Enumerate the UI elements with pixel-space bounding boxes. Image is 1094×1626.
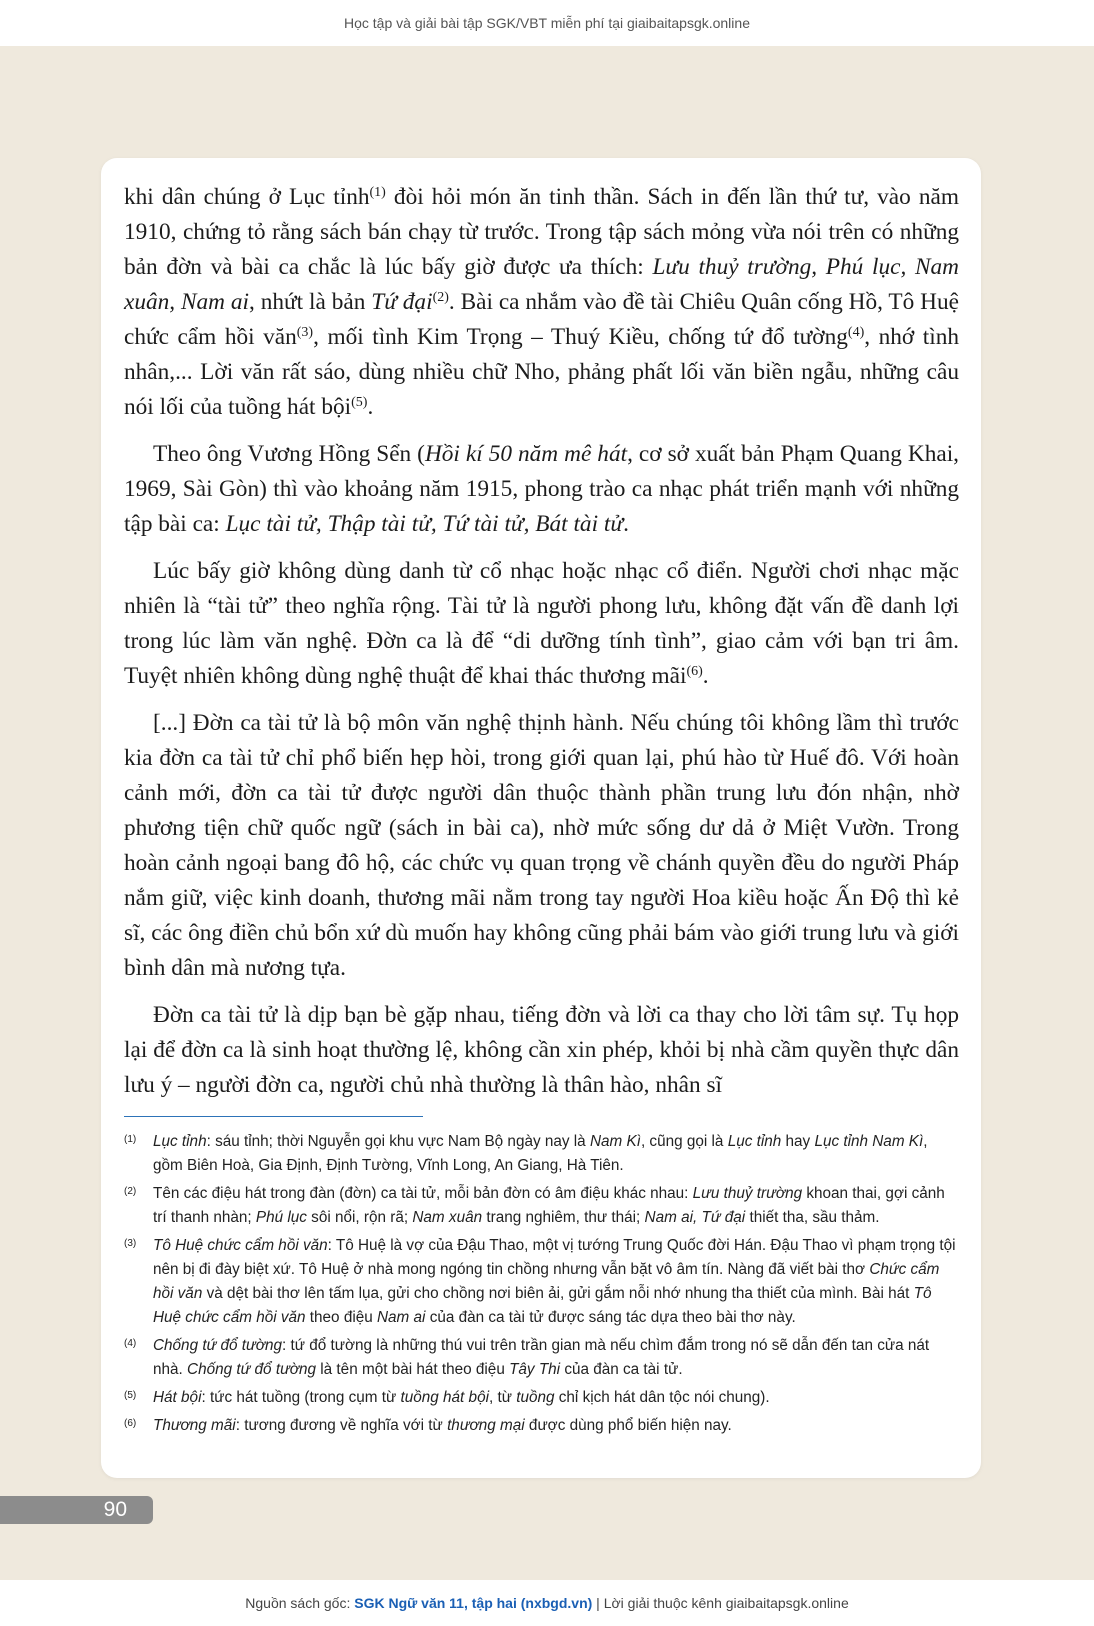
footnote-divider [124, 1116, 423, 1117]
footnote-text: Thương mãi: tương đương về nghĩa với từ thương mại được dùng phổ biến hiện nay. [153, 1417, 732, 1434]
text-run: Theo ông Vương Hồng Sển ( [153, 441, 425, 467]
italic-collection-titles: Lục tài tử, Thập tài tử, Tứ tài tử, Bát tài tử [225, 511, 624, 537]
footnote-ref-2[interactable]: (2) [432, 290, 449, 305]
footnote-text: Tên các điệu hát trong đàn (đờn) ca tài tử, mỗi bản đờn có âm điệu khác nhau: Lưu thuỷ trường khoan thai, gợi cảnh trí thanh nhàn; Phú lục sôi nổi, rộn rã; Nam xuân trang nghiêm, thư thái; Nam ai, Tứ đại thiết tha, sầu thảm. [153, 1185, 945, 1226]
italic-song-titles: Lưu thuỷ trường, Phú lục, Nam xuân, Nam ai [124, 254, 959, 315]
footnote-2 [124, 1182, 959, 1230]
footnote-text: Hát bội: tức hát tuồng (trong cụm từ tuồng hát bội, từ tuồng chỉ kịch hát dân tộc nói chung). [153, 1389, 770, 1406]
footnote-4 [124, 1334, 959, 1382]
footnote-text: Lục tỉnh: sáu tỉnh; thời Nguyễn gọi khu vực Nam Bộ ngày nay là Nam Kì, cũng gọi là Lục tỉnh hay Lục tỉnh Nam Kì, gồm Biên Hoà, Gia Định, Định Tường, Vĩnh Long, An Giang, Hà Tiên. [153, 1133, 928, 1174]
footnote-number: (3) [124, 1238, 137, 1249]
footnote-6 [124, 1414, 959, 1438]
footer-prefix: Nguồn sách gốc: [245, 1595, 355, 1611]
footnote-3 [124, 1234, 959, 1330]
footer-suffix: | Lời giải thuộc kênh giaibaitapsgk.online [592, 1595, 849, 1611]
footnote-ref-3[interactable]: (3) [296, 325, 314, 340]
top-banner [0, 0, 1094, 46]
paragraph-1 [124, 180, 959, 425]
footnote-number: (6) [124, 1418, 137, 1429]
page-number-tab [0, 1496, 153, 1524]
footnote-5 [124, 1386, 959, 1410]
footnote-number: (2) [124, 1186, 137, 1197]
text-run: . [702, 663, 709, 689]
footnote-text: Tô Huệ chức cẩm hồi văn: Tô Huệ là vợ của Đậu Thao, một vị tướng Trung Quốc đời Hán. Đậu Thao vì phạm trọng tội nên bị đi đày biệt xứ. Tô Huệ ở nhà mong ngóng tin chồng nhưng vẫn bặt vô âm tín. Nàng đã viết bài thơ Chức cẩm hồi văn và dệt bài thơ lên tấm lụa, gửi cho chồng nơi biên ải, gửi gắm nỗi nhớ nhung tha thiết của mình. Bài hát Tô Huệ chức cẩm hồi văn theo điệu Nam ai của đàn ca tài tử được sáng tác dựa theo bài thơ này. [153, 1237, 956, 1326]
text-run: , mối tình Kim Trọng – Thuý Kiều, chống tứ đổ tường [313, 324, 848, 350]
italic-song-title: Tứ đại [371, 289, 433, 315]
text-run: . [623, 511, 629, 537]
text-run: . Bài ca nhắm vào đề tài Chiêu Quân cống Hồ, Tô Huệ chức cẩm hồi văn [124, 289, 959, 350]
paragraph-2 [124, 437, 959, 542]
footnote-ref-1[interactable]: (1) [369, 185, 386, 200]
italic-book-title: Hồi kí 50 năm mê hát [424, 441, 628, 467]
text-run: khi dân chúng ở Lục tỉnh [124, 184, 370, 210]
footnote-ref-5[interactable]: (5) [351, 395, 368, 410]
footnote-ref-4[interactable]: (4) [847, 325, 865, 340]
text-run: , nhớ tình nhân,... Lời văn rất sáo, dùng nhiều chữ Nho, phảng phất lối văn biền ngẫu, những câu nói lối của tuồng hát bội [124, 324, 959, 420]
text-run: . [367, 394, 374, 420]
footnote-1 [124, 1130, 959, 1178]
text-run: , cơ sở xuất bản Phạm Quang Khai, 1969, Sài Gòn) thì vào khoảng năm 1915, phong trào ca nhạc phát triển mạnh với những tập bài ca: [124, 441, 959, 537]
footnote-ref-6[interactable]: (6) [686, 664, 703, 679]
text-run: Lúc bấy giờ không dùng danh từ cổ nhạc hoặc nhạc cổ điển. Người chơi nhạc mặc nhiên là “tài tử” theo nghĩa rộng. Tài tử là người phong lưu, không đặt vấn đề danh lợi trong lúc làm văn nghệ. Đờn ca là để “di dưỡng tính tình”, giao cảm với bạn tri âm. Tuyệt nhiên không dùng nghệ thuật để khai thác thương mãi [124, 558, 959, 689]
footnote-number: (1) [124, 1134, 137, 1145]
page-number: 90 [103, 1498, 127, 1521]
top-banner-text: Học tập và giải bài tập SGK/VBT miễn phí tại giaibaitapsgk.online [344, 15, 750, 31]
main-text [124, 180, 959, 1115]
text-run: , nhứt là bản [249, 289, 372, 315]
footnotes [124, 1130, 959, 1442]
footnote-number: (5) [124, 1390, 137, 1401]
paragraph-3 [124, 554, 959, 694]
paragraph-4: [...] Đờn ca tài tử là bộ môn văn nghệ thịnh hành. Nếu chúng tôi không lầm thì trước kia đờn ca tài tử chỉ phổ biến hẹp hòi, trong giới quan lại, phú hào từ Huế đô. Với hoàn cảnh mới, đờn ca tài tử được người dân thuộc thành phần trung lưu đón nhận, nhờ phương tiện chữ quốc ngữ (sách in bài ca), nhờ mức sống dư dả ở Miệt Vườn. Trong hoàn cảnh ngoại bang đô hộ, các chức vụ quan trọng về chánh quyền đều do người Pháp nắm giữ, việc kinh doanh, thương mãi nằm trong tay người Hoa kiều hoặc Ấn Độ thì kẻ sĩ, các ông điền chủ bổn xứ dù muốn hay không cũng phải bám vào giới trung lưu và giới bình dân mà nương tựa. [124, 710, 959, 981]
bottom-banner [0, 1580, 1094, 1626]
paragraph-5: Đờn ca tài tử là dịp bạn bè gặp nhau, tiếng đờn và lời ca thay cho lời tâm sự. Tụ họp lại để đờn ca là sinh hoạt thường lệ, không cần xin phép, khỏi bị nhà cầm quyền thực dân lưu ý – người đờn ca, người chủ nhà thường là thân hào, nhân sĩ [124, 1002, 959, 1098]
source-book-link[interactable]: SGK Ngữ văn 11, tập hai (nxbgd.vn) [354, 1595, 593, 1611]
text-run: đòi hỏi món ăn tinh thần. Sách in đến lần thứ tư, vào năm 1910, chứng tỏ rằng sách bán chạy từ trước. Trong tập sách mỏng vừa nói trên có những bản đờn và bài ca chắc là lúc bấy giờ được ưa thích: [124, 184, 959, 280]
footnote-number: (4) [124, 1338, 137, 1349]
footnote-text: Chống tứ đổ tường: tứ đổ tường là những thú vui trên trần gian mà nếu chìm đắm trong nó sẽ dẫn đến tan cửa nát nhà. Chống tứ đổ tường là tên một bài hát theo điệu Tây Thi của đàn ca tài tử. [153, 1337, 930, 1378]
